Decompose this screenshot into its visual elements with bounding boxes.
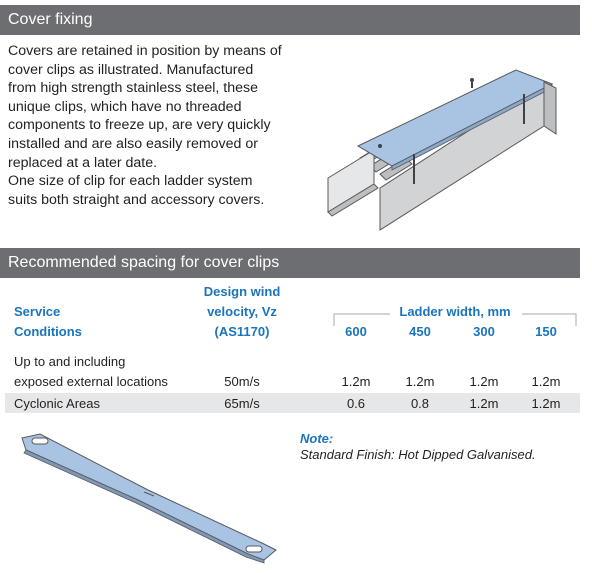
header-wind-1: Design wind [203, 284, 281, 299]
row-spacing: 1.2m [531, 374, 561, 389]
row-spacing: 1.2m [469, 374, 499, 389]
row-condition: exposed external locations [14, 374, 168, 389]
header-service: Service [14, 304, 61, 319]
header-width-600: 600 [345, 324, 367, 339]
header-ladder-width: Ladder width, mm [399, 304, 511, 319]
header-wind-2: velocity, Vz [207, 304, 277, 319]
section-title: Recommended spacing for cover clips [8, 254, 280, 271]
row-wind: 50m/s [224, 374, 260, 389]
row-spacing: 0.6 [346, 396, 366, 411]
intro-text [8, 42, 283, 209]
cover-clip-illustration [18, 428, 282, 566]
row-spacing: 1.2m [405, 374, 435, 389]
section-header-cover-fixing [0, 5, 580, 35]
row-spacing: 0.8 [410, 396, 430, 411]
note-text: Standard Finish: Hot Dipped Galvanised. [300, 447, 536, 462]
header-wind-3: (AS1170) [214, 324, 270, 339]
note-title: Note: [300, 431, 334, 446]
intro-paragraph: One size of clip for each ladder system suits both straight and accessory covers. [8, 173, 265, 208]
header-width-450: 450 [409, 324, 431, 339]
row-condition: Cyclonic Areas [14, 396, 100, 411]
row-spacing: 1.2m [469, 396, 499, 411]
header-width-300: 300 [473, 324, 495, 339]
cable-ladder-cover-illustration [318, 62, 584, 238]
section-header-recommended-spacing [0, 248, 580, 278]
header-conditions: Conditions [14, 324, 82, 339]
row-spacing: 1.2m [531, 396, 561, 411]
row-spacing: 1.2m [341, 374, 371, 389]
row-condition: Up to and including [14, 354, 126, 369]
header-width-150: 150 [535, 324, 557, 339]
row-wind: 65m/s [224, 396, 260, 411]
section-title: Cover fixing [8, 11, 93, 28]
intro-paragraph: Covers are retained in position by means of cover clips as illustrated. Manufactured from high strength stainless steel, these unique clips, which have no threaded components to freeze up, are very quickly installed and are also easily removed or replaced at a later date. [8, 43, 282, 171]
